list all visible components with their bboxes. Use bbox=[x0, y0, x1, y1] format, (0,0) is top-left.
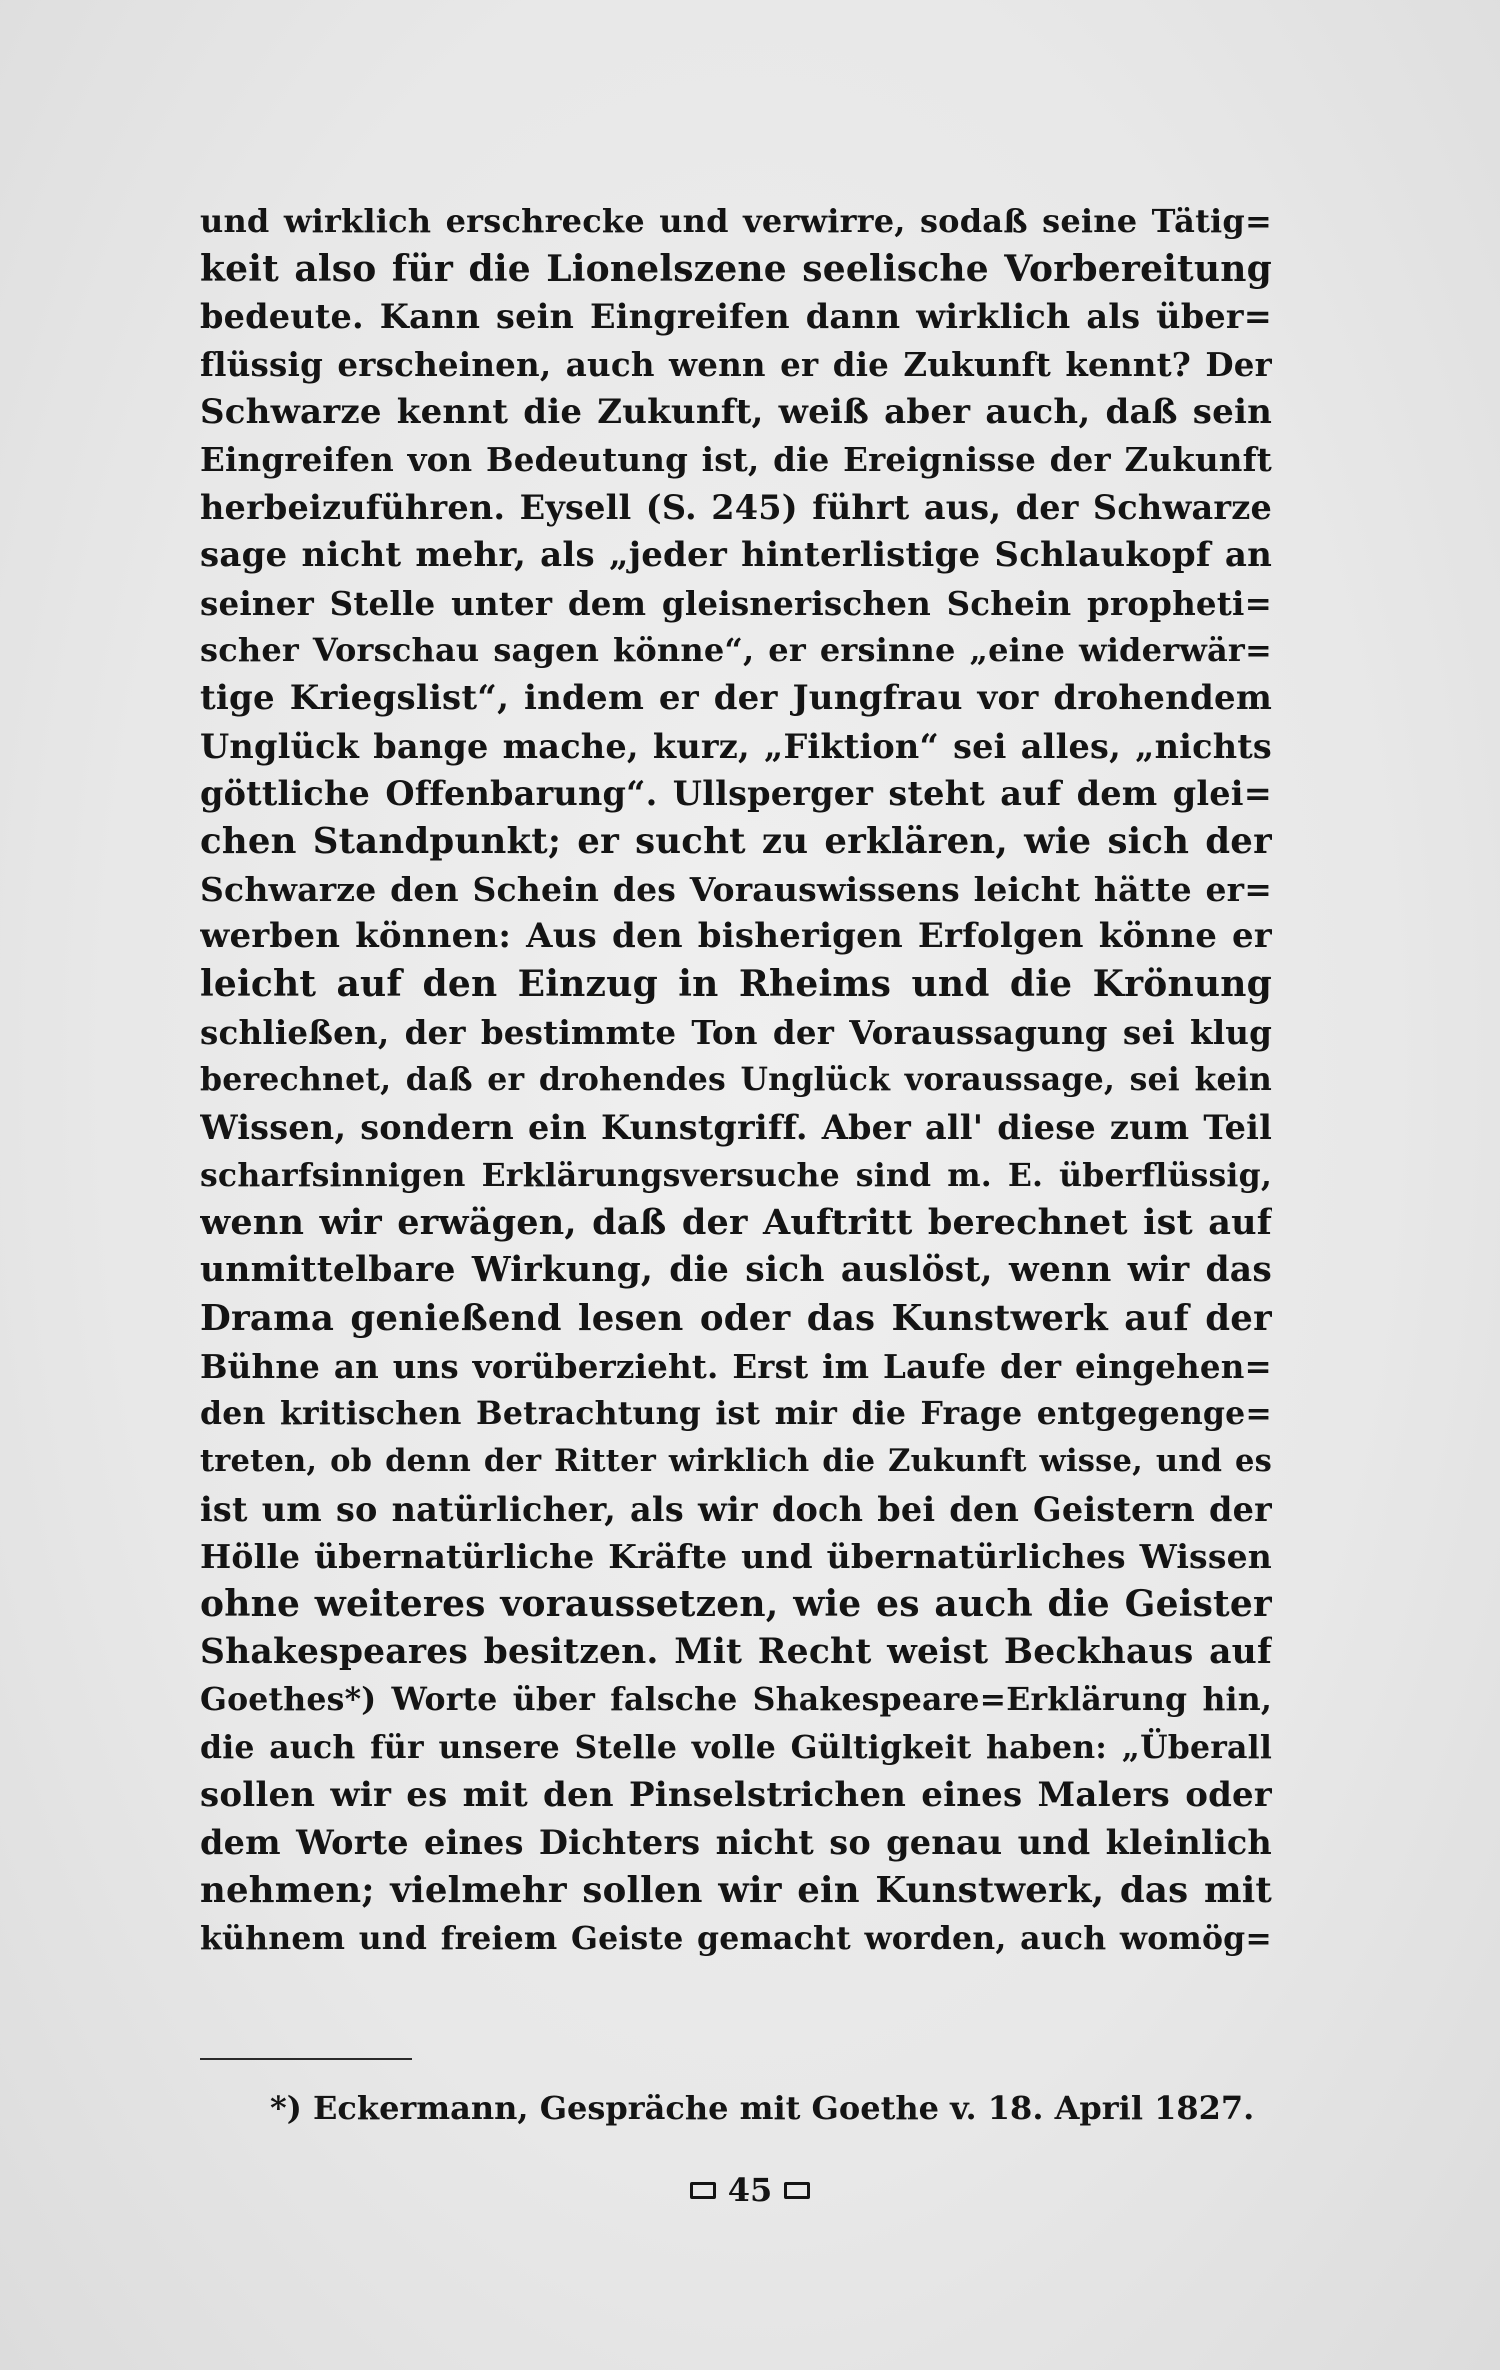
text-line: Wissen, sondern ein Kunstgriff. Aber all' diese zum Teil bbox=[200, 1108, 1272, 1148]
text-line: kühnem und freiem Geiste gemacht worden, auch womög= bbox=[200, 1919, 1272, 1957]
text-line: Eingreifen von Bedeutung ist, die Ereignisse der Zukunft bbox=[200, 440, 1272, 480]
text-line: göttliche Offenbarung“. Ullsperger steht auf dem glei= bbox=[200, 774, 1272, 814]
text-line: Goethes*) Worte über falsche Shakespeare=Erklärung hin, bbox=[200, 1681, 1272, 1719]
text-line: schließen, der bestimmte Ton der Voraussagung sei klug bbox=[200, 1012, 1272, 1052]
text-line: sollen wir es mit den Pinselstrichen eines Malers oder bbox=[200, 1774, 1272, 1815]
text-line: Unglück bange mache, kurz, „Fiktion“ sei alles, „nichts bbox=[200, 726, 1272, 766]
text-line: nehmen; vielmehr sollen wir ein Kunstwerk, das mit bbox=[200, 1870, 1272, 1912]
body-text bbox=[200, 198, 1272, 1962]
text-line: Shakespeares besitzen. Mit Recht weist Beckhaus auf bbox=[200, 1631, 1272, 1672]
text-line: Hölle übernatürliche Kräfte und übernatürliches Wissen bbox=[200, 1537, 1272, 1577]
text-line: ohne weiteres voraussetzen, wie es auch die Geister bbox=[200, 1582, 1272, 1625]
text-line: leicht auf den Einzug in Rheims und die Krönung bbox=[200, 963, 1272, 1005]
text-line: treten, ob denn der Ritter wirklich die Zukunft wisse, und es bbox=[200, 1442, 1272, 1479]
text-line: chen Standpunkt; er sucht zu erklären, wie sich der bbox=[200, 820, 1272, 862]
footnote-divider bbox=[200, 2058, 412, 2060]
text-line: und wirklich erschrecke und verwirre, sodaß seine Tätig= bbox=[200, 202, 1272, 240]
text-line: scher Vorschau sagen könne“, er ersinne „eine widerwär= bbox=[200, 631, 1272, 670]
square-ornament-icon bbox=[784, 2182, 810, 2199]
text-line: die auch für unsere Stelle volle Gültigkeit haben: „Überall bbox=[200, 1729, 1272, 1766]
text-line: Drama genießend lesen oder das Kunstwerk auf der bbox=[200, 1297, 1272, 1339]
text-line: bedeute. Kann sein Eingreifen dann wirklich als über= bbox=[200, 297, 1272, 337]
text-line: Bühne an uns vorüberzieht. Erst im Laufe der eingehen= bbox=[200, 1346, 1272, 1386]
text-line: herbeizuführen. Eysell (S. 245) führt aus, der Schwarze bbox=[200, 488, 1272, 528]
text-line: tige Kriegslist“, indem er der Jungfrau vor drohendem bbox=[200, 677, 1272, 718]
text-line: scharfsinnigen Erklärungsversuche sind m. E. überflüssig, bbox=[200, 1156, 1272, 1194]
text-line: Schwarze kennt die Zukunft, weiß aber auch, daß sein bbox=[200, 391, 1272, 432]
text-line: flüssig erscheinen, auch wenn er die Zukunft kennt? Der bbox=[200, 345, 1272, 385]
text-line: wenn wir erwägen, daß der Auftritt berechnet ist auf bbox=[200, 1202, 1272, 1244]
footnote: *) Eckermann, Gespräche mit Goethe v. 18. April 1827. bbox=[270, 2089, 1255, 2127]
text-line: sage nicht mehr, als „jeder hinterlistige Schlaukopf an bbox=[200, 534, 1272, 575]
square-ornament-icon bbox=[690, 2182, 716, 2199]
text-line: Schwarze den Schein des Vorauswissens leicht hätte er= bbox=[200, 869, 1272, 909]
text-line: den kritischen Betrachtung ist mir die Frage entgegenge= bbox=[200, 1395, 1272, 1433]
text-line: dem Worte eines Dichters nicht so genau und kleinlich bbox=[200, 1823, 1272, 1863]
page-number-value: 45 bbox=[727, 2171, 773, 2209]
text-line: ist um so natürlicher, als wir doch bei den Geistern der bbox=[200, 1489, 1272, 1529]
text-line: werben können: Aus den bisherigen Erfolgen könne er bbox=[200, 916, 1272, 957]
page-number bbox=[0, 2168, 1500, 2212]
text-line: unmittelbare Wirkung, die sich auslöst, wenn wir das bbox=[200, 1250, 1272, 1291]
text-line: keit also für die Lionelszene seelische Vorbereitung bbox=[200, 247, 1272, 290]
text-line: seiner Stelle unter dem gleisnerischen Schein propheti= bbox=[200, 583, 1272, 623]
text-line: berechnet, daß er drohendes Unglück voraussage, sei kein bbox=[200, 1061, 1272, 1099]
